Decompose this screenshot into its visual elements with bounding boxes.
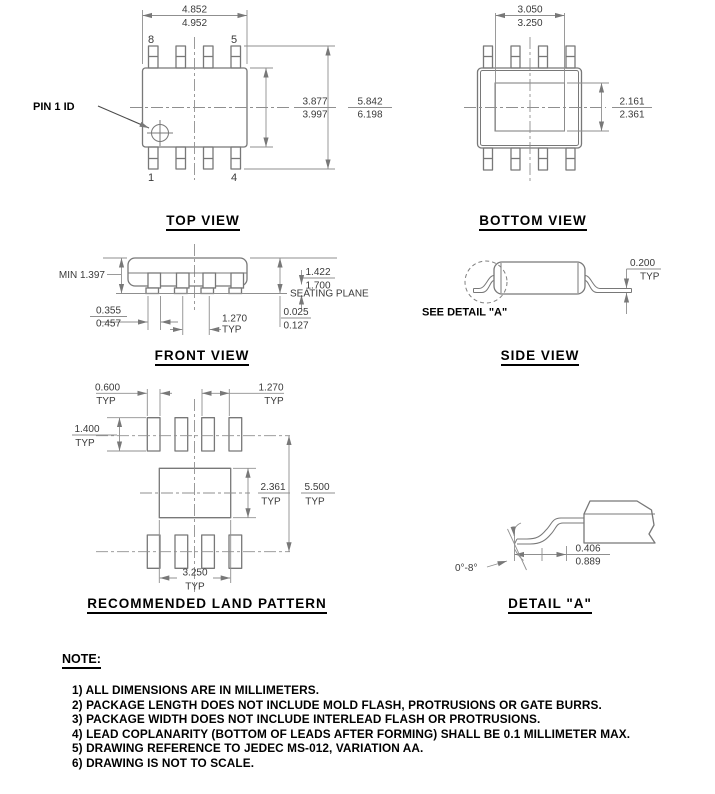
land-center-height-typ: TYP (261, 496, 281, 508)
land-row-span: 5.500 (304, 482, 330, 493)
detail-foot-max: 0.889 (575, 556, 601, 568)
pin-label-4: 4 (230, 172, 238, 184)
bottom-pad-height-max: 2.361 (619, 109, 645, 121)
front-standoff-min: 0.025 (283, 307, 309, 318)
land-pitch-typ: TYP (264, 396, 284, 407)
pin-label-5: 5 (230, 34, 238, 46)
top-overall-max: 6.198 (357, 109, 383, 121)
note-item: 1) ALL DIMENSIONS ARE IN MILLIMETERS. (72, 683, 320, 697)
top-body-max: 3.997 (302, 109, 328, 121)
front-pitch: 1.270 (222, 313, 248, 325)
front-standoff-max: 0.127 (283, 320, 309, 332)
note-item: 6) DRAWING IS NOT TO SCALE. (72, 755, 255, 770)
bottom-view-title: BOTTOM VIEW (463, 213, 603, 231)
land-pattern-title: RECOMMENDED LAND PATTERN (67, 596, 347, 614)
land-center-width: 3.250 (182, 567, 208, 579)
note-item: 4) LEAD COPLANARITY (BOTTOM OF LEADS AFTER FORMING) SHALL BE 0.1 MILLIMETER MAX. (72, 726, 631, 741)
detail-a-panel (440, 440, 715, 620)
note-item: 2) PACKAGE LENGTH DOES NOT INCLUDE MOLD FLASH, PROTRUSIONS OR GATE BURRS. (72, 697, 602, 712)
note-item: 5) DRAWING REFERENCE TO JEDEC MS-012, VARIATION AA. (72, 741, 424, 756)
detail-a-title: DETAIL "A" (480, 596, 620, 614)
front-lead-width-max: 0.457 (95, 318, 122, 330)
front-seating-plane-label: SEATING PLANE (290, 288, 369, 300)
top-view-dimension-lines (130, 10, 392, 180)
top-view-panel (0, 0, 440, 238)
front-pitch-typ: TYP (222, 324, 242, 336)
see-detail-a-label: SEE DETAIL "A" (422, 306, 508, 319)
top-view-title: TOP VIEW (133, 213, 273, 231)
side-lead-thickness-typ: TYP (640, 271, 660, 283)
pin1-id-marker (98, 106, 173, 146)
detail-lead-angle: 0°-8° (455, 563, 478, 574)
land-center-width-typ: TYP (185, 581, 205, 593)
bottom-pad-width-max: 3.250 (517, 18, 543, 29)
land-pad-width: 0.600 (94, 382, 121, 394)
bottom-view-panel (440, 0, 715, 238)
land-pattern-centerlines (96, 399, 290, 592)
pin-label-1: 1 (147, 172, 155, 184)
land-pad-height-typ: TYP (75, 438, 95, 449)
top-width-min: 4.852 (181, 4, 208, 16)
front-view-package (128, 258, 247, 294)
side-view-package (474, 262, 632, 294)
side-lead-thickness: 0.200 (630, 258, 656, 269)
notes-list (72, 683, 630, 771)
top-overall-min: 5.842 (357, 96, 383, 108)
land-row-span-typ: TYP (305, 496, 325, 508)
land-pattern-panel (0, 375, 440, 620)
front-height-min: 1.422 (305, 267, 331, 278)
front-min-height: MIN 1.397 (58, 270, 105, 281)
front-height-max: 1.700 (305, 280, 331, 292)
front-lead-width-min: 0.355 (95, 305, 122, 317)
front-view-title: FRONT VIEW (132, 348, 272, 366)
detail-a-lead-geometry (515, 501, 656, 544)
top-width-max: 4.952 (181, 18, 208, 29)
land-pitch: 1.270 (258, 382, 284, 394)
notes-heading: NOTE: (62, 652, 101, 669)
pin1-id-label: PIN 1 ID (33, 101, 75, 113)
top-body-min: 3.877 (302, 96, 328, 108)
note-item: 3) PACKAGE WIDTH DOES NOT INCLUDE INTERLEAD FLASH OR PROTRUSIONS. (72, 712, 541, 727)
detail-foot-min: 0.406 (575, 543, 601, 555)
bottom-pad-width-min: 3.050 (517, 4, 543, 16)
land-center-height: 2.361 (260, 482, 286, 493)
side-view-title: SIDE VIEW (470, 348, 610, 366)
pin-label-8: 8 (147, 34, 155, 46)
bottom-pad-height-min: 2.161 (619, 96, 645, 108)
land-pad-width-typ: TYP (96, 396, 116, 407)
land-pad-height: 1.400 (74, 424, 100, 435)
bottom-view-package (478, 46, 582, 170)
